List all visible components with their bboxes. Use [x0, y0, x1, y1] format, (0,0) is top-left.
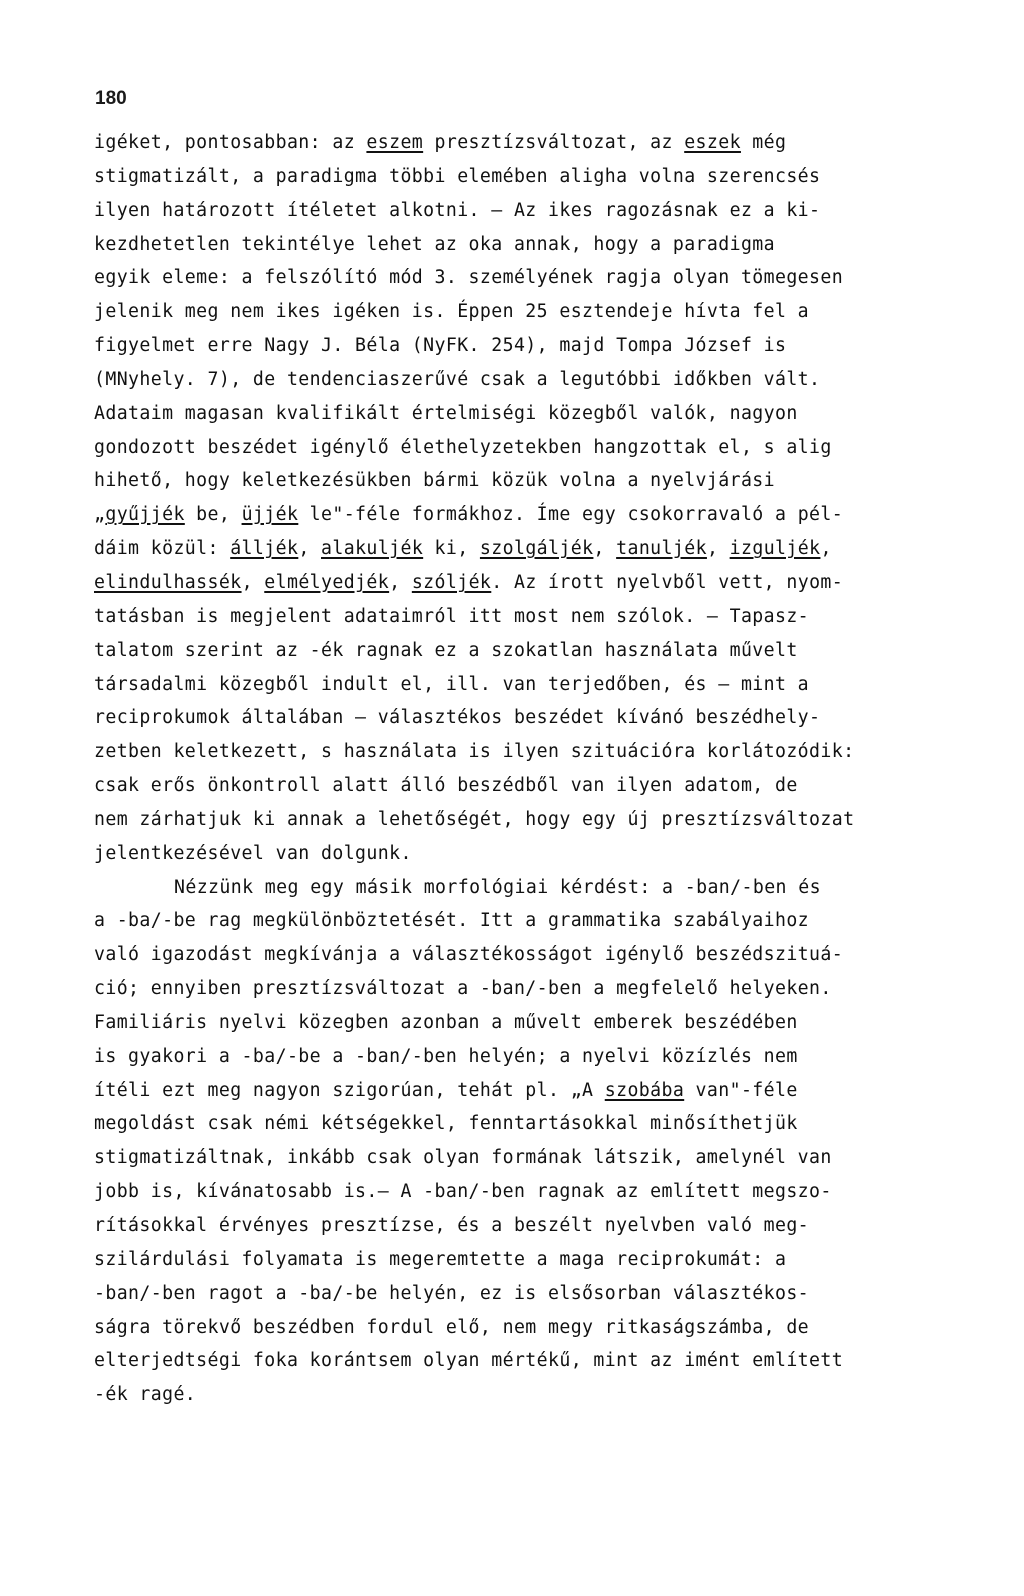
text-line: társadalmi közegből indult el, ill. van terjedőben, és — mint a [94, 673, 810, 695]
text-line: gondozott beszédet igénylő élethelyzetekben hangzottak el, s alig [94, 436, 832, 458]
text-line: hihető, hogy keletkezésükben bármi közük volna a nyelvjárási [94, 470, 775, 492]
text-line: kezdhetetlen tekintélye lehet az oka annak, hogy a paradigma [94, 233, 775, 255]
text-line: a -ba/-be rag megkülönböztetését. Itt a grammatika szabályaihoz [94, 910, 810, 932]
text-line: is gyakori a -ba/-be a -ban/-ben helyén; a nyelvi közízlés nem [94, 1045, 798, 1067]
text-line: ilyen határozott ítéletet alkotni. — Az ikes ragozásnak ez a ki- [94, 199, 821, 221]
text-line: csak erős önkontroll alatt álló beszédből van ilyen adatom, de [94, 775, 798, 797]
text-line: Familiáris nyelvi közegben azonban a művelt emberek beszédében [94, 1011, 798, 1033]
text-line: jobb is, kívánatosabb is.— A -ban/-ben ragnak az említett megszo- [94, 1181, 832, 1203]
text-line: jelenik meg nem ikes igéken is. Éppen 25 esztendeje hívta fel a [94, 301, 810, 323]
page-number: 180 [95, 88, 127, 109]
text-line: figyelmet erre Nagy J. Béla (NyFK. 254), majd Tompa József is [94, 335, 787, 357]
text-line: (MNyhely. 7), de tendenciaszerűvé csak a legutóbbi időkben vált. [94, 368, 821, 390]
text-line: egyik eleme: a felszólító mód 3. személyének ragja olyan tömegesen [94, 267, 844, 289]
text-line: elterjedtségi foka korántsem olyan mértékű, mint az imént említett [94, 1350, 844, 1372]
text-line: stigmatizáltnak, inkább csak olyan formának látszik, amelynél van [94, 1147, 832, 1169]
body-text [94, 126, 1004, 1412]
text-line: stigmatizált, a paradigma többi elemében aligha volna szerencsés [94, 165, 821, 187]
text-line: talatom szerint az -ék ragnak ez a szokatlan használata művelt [94, 639, 798, 661]
text-line: zetben keletkezett, s használata is ilyen szituációra korlátozódik: [94, 741, 855, 763]
text-line: szilárdulási folyamata is megeremtette a maga reciprokumát: a [94, 1248, 787, 1270]
text-line: dáim közül: álljék, alakuljék ki, szolgáljék, tanuljék, izguljék, [94, 538, 832, 560]
text-line: ságra törekvő beszédben fordul elő, nem megy ritkaságszámba, de [94, 1316, 810, 1338]
text-line-indented: Nézzünk meg egy másik morfológiai kérdést: a -ban/-ben és [174, 876, 821, 898]
text-line: „gyűjjék be, üjjék le"-féle formákhoz. Íme egy csokorravaló a pél- [94, 504, 844, 526]
text-line: ció; ennyiben presztízsváltozat a -ban/-ben a megfelelő helyeken. [94, 978, 832, 1000]
text-line: Adataim magasan kvalifikált értelmiségi közegből valók, nagyon [94, 402, 798, 424]
text-line: ítéli ezt meg nagyon szigorúan, tehát pl. „A szobába van"-féle [94, 1079, 798, 1101]
text-line: jelentkezésével van dolgunk. [94, 842, 412, 864]
text-line: rításokkal érvényes presztízse, és a beszélt nyelvben való meg- [94, 1215, 810, 1236]
text-line: való igazodást megkívánja a választékosságot igénylő beszédszituá- [94, 944, 844, 966]
text-line: igéket, pontosabban: az eszem presztízsváltozat, az eszek még [94, 132, 787, 153]
text-line: elindulhassék, elmélyedjék, szóljék. Az írott nyelvből vett, nyom- [94, 571, 844, 593]
text-line: tatásban is megjelent adataimról itt most nem szólok. — Tapasz- [94, 605, 810, 627]
text-line: megoldást csak némi kétségekkel, fenntartásokkal minősíthetjük [94, 1113, 798, 1135]
text-line: -ék ragé. [94, 1384, 197, 1406]
text-line: -ban/-ben ragot a -ba/-be helyén, ez is elsősorban választékos- [94, 1282, 810, 1304]
text-line: nem zárhatjuk ki annak a lehetőségét, hogy egy új presztízsváltozat [94, 808, 855, 830]
text-line: reciprokumok általában — választékos beszédet kívánó beszédhely- [94, 707, 821, 729]
